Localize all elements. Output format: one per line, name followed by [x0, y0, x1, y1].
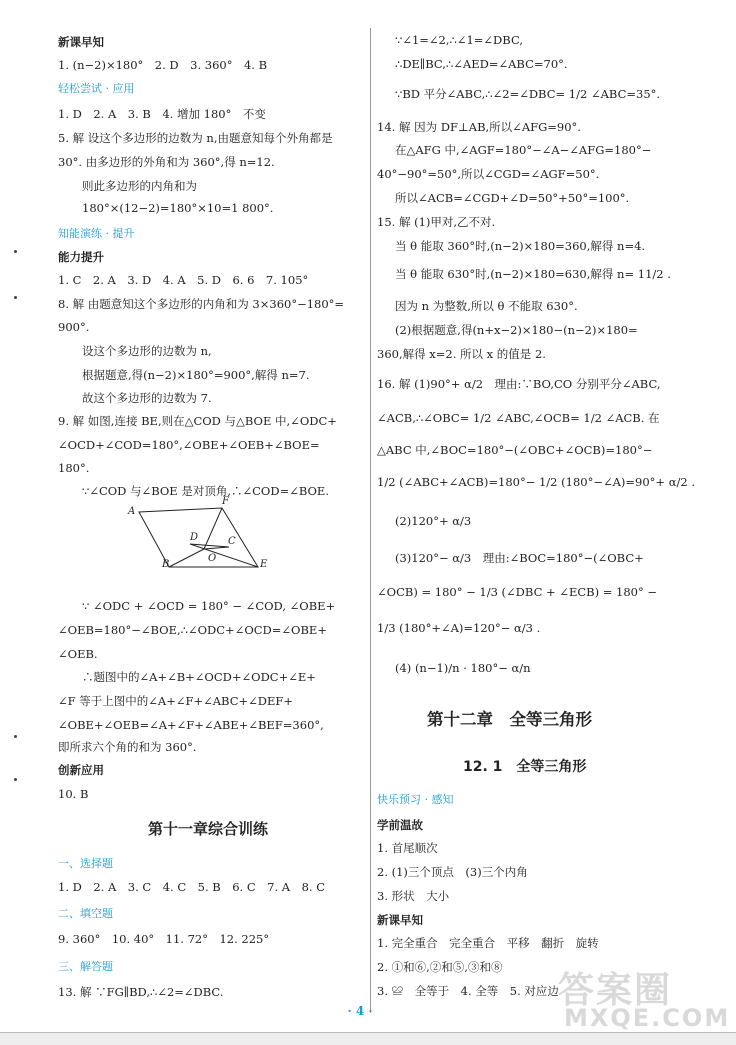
watermark-url: MXQE.COM — [564, 1004, 731, 1032]
solution-line: ∠OEB=180°−∠BOE,∴∠ODC+∠OCD=∠OBE+ — [58, 623, 327, 637]
solution-line: ∴DE∥BC,∴∠AED=∠ABC=70°. — [395, 57, 568, 71]
heading-nengli: 能力提升 — [58, 250, 104, 264]
solution-line: 15. 解 (1)甲对,乙不对. — [377, 215, 496, 229]
solution-line: 根据题意,得(n−2)×180°=900°,解得 n=7. — [82, 368, 310, 382]
answer-line: 1. D 2. A 3. B 4. 增加 180° 不变 — [58, 107, 266, 121]
section-tiankong: 二、填空题 — [58, 907, 113, 920]
solution-line: (4) (n−1)/n · 180°− α/n — [395, 661, 531, 675]
page-number: · 4 · — [347, 1004, 373, 1018]
answer-line: 3. ≌ 全等于 4. 全等 5. 对应边 — [377, 984, 559, 998]
solution-line: ∠OBE+∠OEB=∠A+∠F+∠ABE+∠BEF=360°, — [58, 718, 324, 732]
solution-line: 5. 解 设这个多边形的边数为 n,由题意知每个外角都是 — [58, 131, 333, 145]
heading-xueqian: 学前温故 — [377, 818, 423, 832]
solution-line: 因为 n 为整数,所以 θ 不能取 630°. — [395, 299, 578, 313]
solution-line: 30°. 由多边形的外角和为 360°,得 n=12. — [58, 155, 275, 169]
watermark — [552, 962, 731, 1032]
section-zhineng: 知能演练 · 提升 — [58, 227, 135, 240]
figure-label-A: A — [128, 506, 136, 517]
bottom-edge — [0, 1032, 736, 1045]
answer-line: 1. (n−2)×180° 2. D 3. 360° 4. B — [58, 58, 268, 72]
solution-line: 1/2 (∠ABC+∠ACB)=180°− 1/2 (180°−∠A)=90°+ α/2 . — [377, 475, 695, 489]
solution-line: (2)根据题意,得(n+x−2)×180−(n−2)×180= — [395, 323, 638, 337]
answer-line: 1. C 2. A 3. D 4. A 5. D 6. 6 7. 105° — [58, 273, 309, 287]
solution-line: 180°×(12−2)=180°×10=1 800°. — [82, 201, 274, 215]
solution-line: ∵BD 平分∠ABC,∴∠2=∠DBC= 1/2 ∠ABC=35°. — [395, 87, 661, 101]
scan-dot — [14, 735, 17, 738]
solution-line: ∵∠COD 与∠BOE 是对顶角,∴∠COD=∠BOE. — [82, 484, 329, 498]
solution-line: ∵ ∠ODC + ∠OCD = 180° − ∠COD, ∠OBE+ — [82, 599, 336, 613]
chapter-review-title: 第十一章综合训练 — [148, 820, 269, 838]
section-qingsong: 轻松尝试 · 应用 — [58, 82, 135, 95]
figure-label-O: O — [208, 553, 217, 564]
scan-dot — [14, 778, 17, 781]
solution-line: ∵∠1=∠2,∴∠1=∠DBC, — [395, 33, 523, 47]
answer-line: 1. 首尾顺次 — [377, 841, 438, 855]
figure-label-D: D — [190, 532, 199, 543]
solution-line: 9. 解 如图,连接 BE,则在△COD 与△BOE 中,∠ODC+ — [58, 414, 337, 428]
answer-line: 2. (1)三个顶点 (3)三个内角 — [377, 865, 528, 879]
column-divider — [370, 28, 371, 1013]
solution-line: (2)120°+ α/3 — [395, 514, 472, 528]
solution-line: 当 θ 能取 360°时,(n−2)×180=360,解得 n=4. — [395, 239, 646, 253]
solution-line: ∠OCD+∠COD=180°,∠OBE+∠OEB+∠BOE= — [58, 438, 320, 452]
solution-line: 当 θ 能取 630°时,(n−2)×180=630,解得 n= 11/2 . — [395, 267, 671, 281]
answer-line: 3. 形状 大小 — [377, 889, 450, 903]
solution-line: ∠OCB) = 180° − 1/3 (∠DBC + ∠ECB) = 180° − — [377, 585, 658, 599]
scan-dot — [14, 296, 17, 299]
solution-line: 14. 解 因为 DF⊥AB,所以∠AFG=90°. — [377, 120, 581, 134]
watermark-cn: 答案圈 — [558, 970, 673, 1011]
solution-line: 8. 解 由题意知这个多边形的内角和为 3×360°−180°= — [58, 297, 345, 311]
solution-line: 180°. — [58, 461, 90, 475]
solution-line: 1/3 (180°+∠A)=120°− α/3 . — [377, 621, 541, 635]
figure-label-B: B — [162, 559, 170, 568]
solution-line: 16. 解 (1)90°+ α/2 理由:∵BO,CO 分别平分∠ABC, — [377, 377, 661, 391]
solution-line: ∠F 等于上图中的∠A+∠F+∠ABC+∠DEF+ — [58, 694, 294, 708]
solution-line: 故这个多边形的边数为 7. — [82, 391, 212, 405]
answer-line: 9. 360° 10. 40° 11. 72° 12. 225° — [58, 932, 270, 946]
heading-chuangxin: 创新应用 — [58, 763, 104, 777]
solution-line: 在△AFG 中,∠AGF=180°−∠A−∠AFG=180°− — [395, 143, 652, 157]
section-12-1-title: 12. 1 全等三角形 — [463, 759, 587, 775]
section-kuaile: 快乐预习 · 感知 — [377, 793, 454, 806]
solution-line: ∠OEB. — [58, 647, 98, 661]
solution-line: ∴题图中的∠A+∠B+∠OCD+∠ODC+∠E+ — [82, 670, 316, 684]
solution-line: 40°−90°=50°,所以∠CGD=∠AGF=50°. — [377, 167, 600, 181]
solution-line: 900°. — [58, 320, 90, 334]
geometry-figure — [106, 478, 276, 568]
figure-label-E: E — [260, 559, 268, 568]
solution-line: 则此多边形的内角和为 — [82, 179, 197, 193]
figure-label-F: F — [222, 496, 229, 507]
answer-line: 2. ①和⑥,②和⑤,③和⑧ — [377, 960, 503, 974]
figure-label-C: C — [228, 536, 236, 547]
solution-line: ∠ACB,∴∠OBC= 1/2 ∠ABC,∠OCB= 1/2 ∠ACB. 在 — [377, 411, 660, 425]
chapter-12-title: 第十二章 全等三角形 — [427, 710, 592, 729]
solution-line: 设这个多边形的边数为 n, — [82, 344, 212, 358]
solution-line: △ABC 中,∠BOC=180°−(∠OBC+∠OCB)=180°− — [377, 443, 653, 457]
solution-line: 13. 解 ∵FG∥BD,∴∠2=∠DBC. — [58, 985, 224, 999]
solution-line: 即所求六个角的和为 360°. — [58, 740, 197, 754]
section-xuanze: 一、选择题 — [58, 857, 113, 870]
page-number-value: 4 — [355, 1004, 365, 1018]
answer-line: 1. 完全重合 完全重合 平移 翻折 旋转 — [377, 936, 599, 950]
section-jieda: 三、解答题 — [58, 960, 113, 973]
answer-line: 1. D 2. A 3. C 4. C 5. B 6. C 7. A 8. C — [58, 880, 325, 894]
solution-line: (3)120°− α/3 理由:∠BOC=180°−(∠OBC+ — [395, 551, 644, 565]
heading-xinke: 新课早知 — [58, 35, 104, 49]
solution-line: 360,解得 x=2. 所以 x 的值是 2. — [377, 347, 546, 361]
scan-dot — [14, 250, 17, 253]
answer-line: 10. B — [58, 787, 89, 801]
heading-xinke-2: 新课早知 — [377, 913, 423, 927]
solution-line: 所以∠ACB=∠CGD+∠D=50°+50°=100°. — [395, 191, 630, 205]
